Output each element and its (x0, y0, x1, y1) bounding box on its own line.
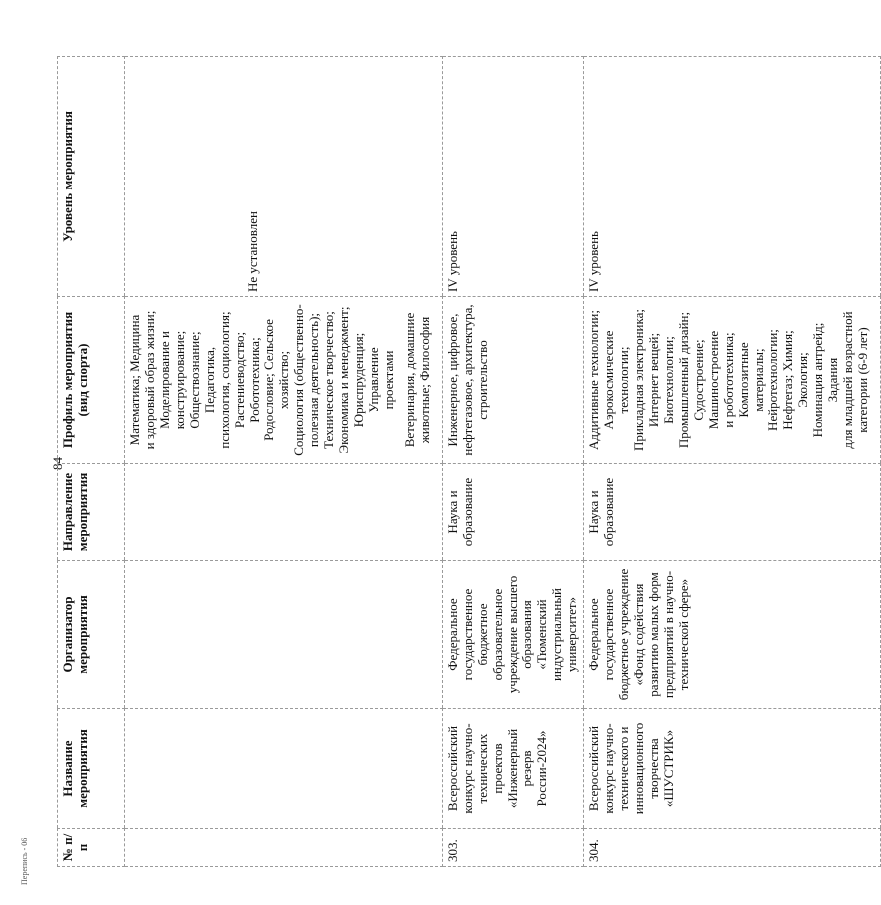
table-row (442, 57, 583, 867)
profile-line: Номинация антрейд; Задания (810, 322, 841, 438)
cell-organizer: Федеральное государственное бюджетное образовательное учреждение высшего образования «Тюменский индустриальный университет» (442, 561, 583, 709)
cell-profile (584, 297, 881, 464)
header-level: Уровень мероприятия (58, 57, 125, 297)
cell-num (125, 829, 443, 867)
cell-direction: Наука и образование (442, 464, 583, 561)
cell-direction: Наука и образование (584, 464, 881, 561)
events-table (57, 56, 881, 867)
cell-num: 304. (584, 829, 881, 867)
profile-line: Экономика и менеджмент; (336, 306, 352, 454)
profile-line: Обществознание; Педагогика, (186, 331, 217, 429)
profile-line: проектами (380, 350, 396, 410)
cell-num: 303. (442, 829, 583, 867)
profile-line: Судостроение; Машиностроение (690, 330, 721, 430)
profile-line: строительство (474, 340, 490, 420)
profile-line: и робототехника; Композитные (720, 332, 751, 428)
level-line: IV уровень (444, 231, 460, 292)
profile-line: Юриспруденция; Управление (351, 332, 381, 428)
profile-line: Социология (общественно- (291, 304, 307, 456)
cell-name: Всероссийский конкурс научно-технического и инновационного творчества «ШУСТРИК» (584, 709, 881, 829)
profile-line: и здоровый образ жизни; (141, 310, 157, 450)
cell-profile (125, 297, 443, 464)
cell-profile (442, 297, 583, 464)
page-number: 84 (50, 457, 65, 470)
profile-line: для младшей возрастной (840, 311, 856, 449)
page-footer: Перепись - 06 (20, 837, 29, 885)
cell-level (125, 57, 443, 297)
profile-line: Аэрокосмические технологии; (601, 330, 632, 430)
profile-line: Промышленный дизайн; (675, 311, 691, 449)
profile-line: Интернет вещей; Биотехнологии; (645, 332, 676, 428)
profile-line: Техническое творчество; (321, 311, 337, 449)
header-direction: Направление мероприятия (58, 464, 125, 561)
cell-organizer (125, 561, 443, 709)
profile-line: Ветеринария, домашние (401, 312, 417, 448)
profile-line: Родословие; Сельское хозяйство; (261, 319, 292, 441)
cell-level (584, 57, 881, 297)
profile-line: Нефтегаз; Химия; Экология; (780, 330, 811, 430)
header-num: № п/п (58, 829, 125, 867)
profile-line: материалы; Нейротехнологии; (750, 329, 781, 431)
profile-line: нефтегазовое, архитектура, (459, 304, 475, 456)
profile-line: Прикладная электроника; (631, 309, 646, 451)
profile-line: Математика; Медицина (127, 314, 142, 446)
header-organizer: Организатор мероприятия (58, 561, 125, 709)
cell-level (442, 57, 583, 297)
cell-direction (125, 464, 443, 561)
profile-line: Моделирование и (156, 331, 172, 429)
profile-line: Растениеводство; Робототехника; (231, 331, 262, 429)
profile-line: полезная деятельность); (306, 312, 322, 448)
table-row (125, 57, 443, 867)
profile-line: категории (6-9 лет) (855, 327, 871, 433)
profile-line: Инженерное, цифровое, (444, 313, 460, 447)
profile-line: Аддитивные технологии; (586, 310, 602, 450)
cell-organizer: Федеральное государственное бюджетное учреждение «Фонд содействия развитию малых форм предприятий в научно-технической сфере» (584, 561, 881, 709)
profile-line: животные; Философия (416, 316, 432, 444)
table-row (584, 57, 881, 867)
profile-line: психология, социология; (216, 311, 232, 449)
cell-name: Всероссийский конкурс научно-технических проектов «Инженерный резерв России-2024» (442, 709, 583, 829)
level-line: IV уровень (586, 231, 602, 292)
cell-name (125, 709, 443, 829)
header-profile: Профиль мероприятия (вид спорта) (58, 297, 125, 464)
profile-line: конструирование; (171, 330, 187, 430)
events-table-rotated (57, 57, 871, 867)
header-name: Название мероприятия (58, 709, 125, 829)
level-line: Не установлен (245, 211, 260, 292)
table-header-row (58, 57, 125, 867)
